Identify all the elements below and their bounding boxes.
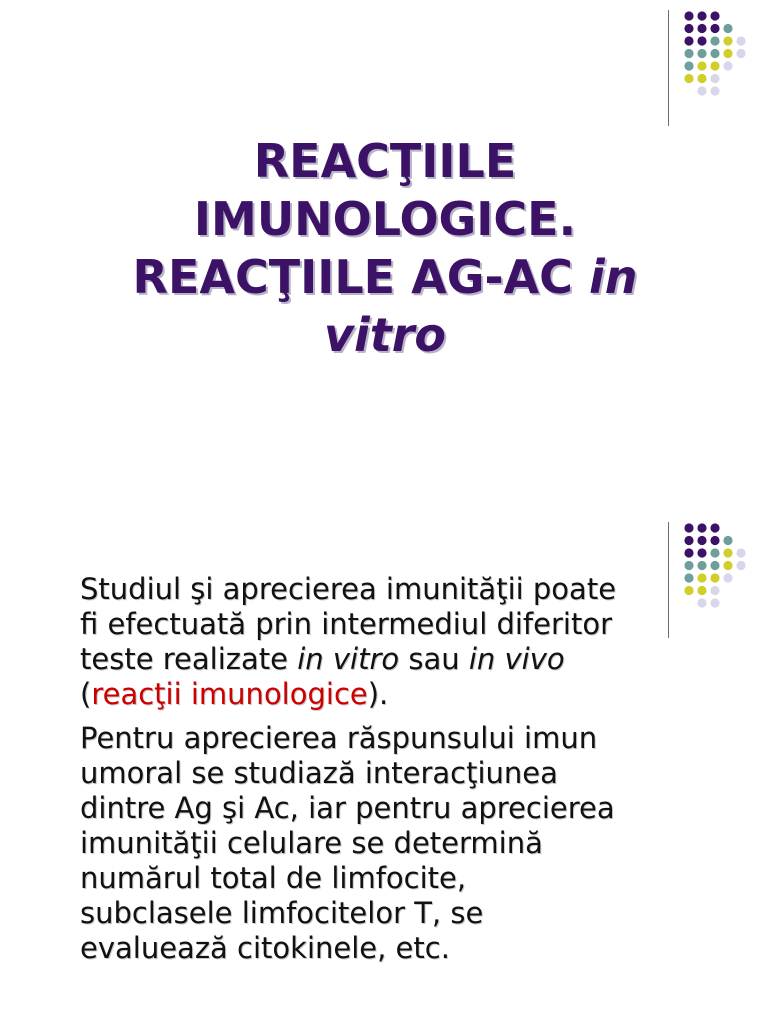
decorative-dot [684,74,693,83]
decorative-dot [697,561,706,570]
decorative-dot [736,36,745,45]
decorative-dot [684,36,693,45]
decorative-dot [710,86,719,95]
decorative-dot [723,561,732,570]
decorative-dot [723,61,732,70]
title-line-3-italic: in [588,250,638,304]
p1-open-paren: ( [80,677,92,711]
decorative-dot [697,36,706,45]
decorative-dot [697,74,706,83]
p2-line: subclasele limfocitelor T, se [80,896,484,930]
decorative-dot [697,11,706,20]
paragraph-2 [80,721,740,966]
p1-line-3 [80,642,740,677]
decorative-dot [710,536,719,545]
decorative-dot [684,61,693,70]
decorative-dot [684,24,693,33]
paragraph-1 [80,572,740,712]
decorative-dot [710,36,719,45]
decorative-dot [736,548,745,557]
p1-line-3-b: sau [399,642,469,676]
decorative-dot [723,536,732,545]
p1-in-vitro: in vitro [297,642,400,676]
p2-line: numărul total de limfocite, [80,861,467,895]
title-line-1: REACŢIILE [253,134,517,188]
p2-line: umoral se studiază interacţiunea [80,756,558,790]
slide-body [80,572,740,975]
title-line-2: IMUNOLOGICE. [193,192,577,246]
p1-close-paren: ). [367,677,389,711]
decorative-dot [684,561,693,570]
p1-line-2: fi efectuată prin intermediul diferitor [80,607,612,641]
p2-line: evaluează citokinele, etc. [80,931,450,965]
decorative-dot [736,49,745,58]
decorative-dot [723,24,732,33]
dot-grid [668,10,768,128]
p2-line: dintre Ag şi Ac, iar pentru aprecierea [80,791,615,825]
decorative-dot [710,11,719,20]
decorative-dot [697,523,706,532]
decorative-dot [710,49,719,58]
decorative-dot [710,24,719,33]
title-line-3 [60,248,710,306]
p1-line-1: Studiul şi aprecierea imunităţii poate [80,572,617,606]
title-line-3-text: REACŢIILE AG-AC [132,250,589,304]
p1-highlight: reacţii imunologice [91,677,368,711]
decorative-dot [697,86,706,95]
decorative-dot [723,548,732,557]
decorative-dot-grid-icon [668,10,768,128]
decorative-dot [723,49,732,58]
decorative-dot [684,523,693,532]
decorative-dot [684,11,693,20]
title-line-4: vitro [323,308,447,362]
decorative-dot [697,536,706,545]
decorative-dot [723,36,732,45]
decorative-dot [697,24,706,33]
decorative-dot [697,49,706,58]
p2-line: Pentru aprecierea răspunsului imun [80,721,598,755]
decorative-dot [710,561,719,570]
decorative-dot [710,548,719,557]
decorative-dot [710,74,719,83]
decorative-dot [736,561,745,570]
p1-line-3-a: teste realizate [80,642,298,676]
slide-title [60,132,710,364]
decorative-dot [710,523,719,532]
decorative-dot [684,49,693,58]
p1-line-4 [80,677,740,712]
p2-line: imunităţii celulare se determină [80,826,543,860]
p1-in-vivo: in vivo [468,642,565,676]
decorative-dot [710,61,719,70]
decorative-dot [684,548,693,557]
decorative-dot [697,61,706,70]
decorative-dot [697,548,706,557]
decorative-dot [684,536,693,545]
